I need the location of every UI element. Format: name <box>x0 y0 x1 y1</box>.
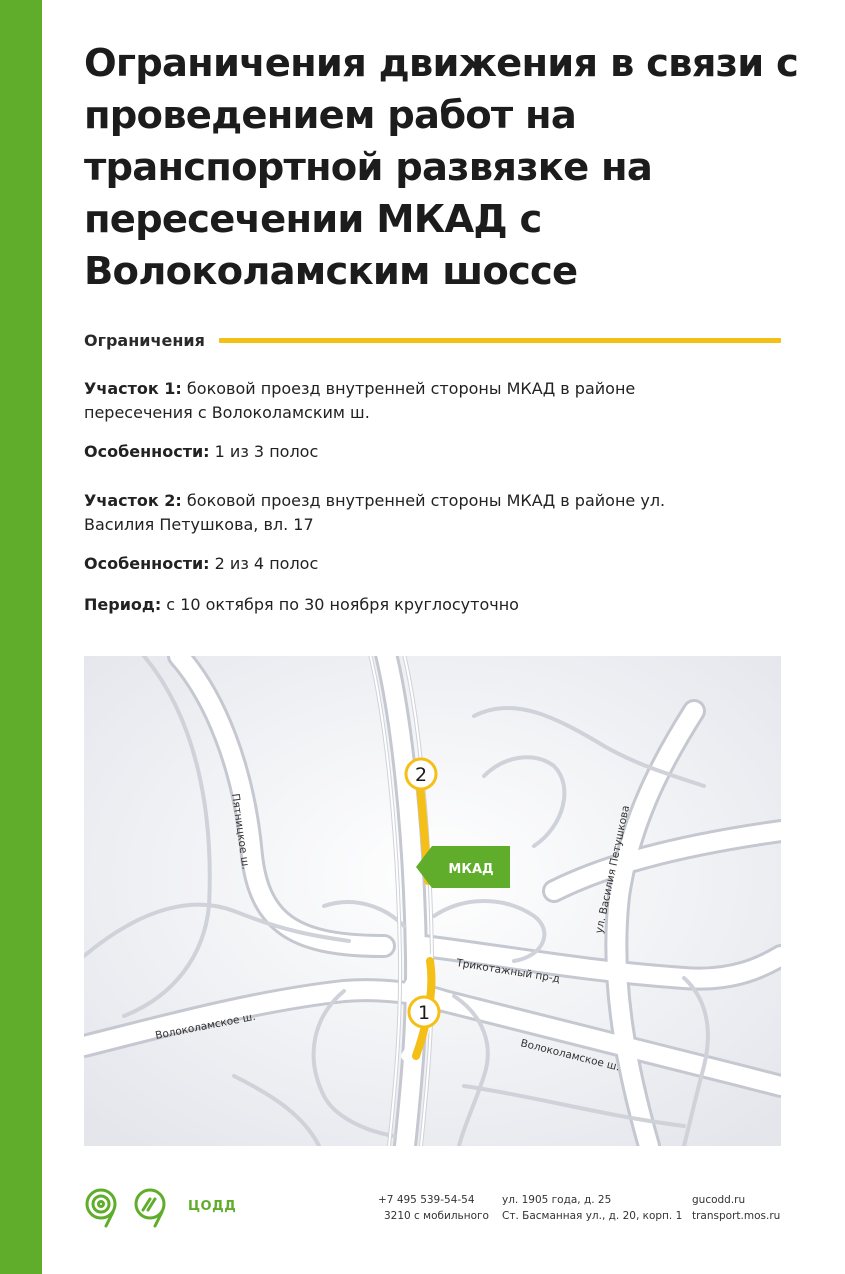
page-title: Ограничения движения в связи с проведением работ на транспортной развязке на пересечении МКАД с Волоколамским шоссе <box>84 41 799 294</box>
marker-1-label: 1 <box>417 1002 431 1024</box>
cotdd-logo-icon <box>84 1188 176 1228</box>
section-divider-line <box>219 338 781 343</box>
features-1-label: Особенности: <box>84 442 210 461</box>
features-2-text: 2 из 4 полос <box>209 554 319 573</box>
map-svg <box>84 656 781 1146</box>
street-trikotazhny: Трикотажный пр-д <box>455 957 561 986</box>
marker-1[interactable] <box>409 997 439 1027</box>
street-volokolamskoe-left: Волоколамское ш. <box>154 1010 257 1042</box>
mkad-label: МКАД <box>448 862 494 877</box>
features-1-paragraph <box>84 440 724 464</box>
features-2-label: Особенности: <box>84 554 210 573</box>
period-label: Период: <box>84 595 162 614</box>
map[interactable] <box>84 656 781 1146</box>
address-2: Ст. Басманная ул., д. 20, корп. 1 <box>502 1210 683 1222</box>
site-2[interactable]: transport.mos.ru <box>692 1210 781 1222</box>
street-pyatnitskoe: Пятницкое ш. <box>229 792 252 871</box>
section-1-paragraph <box>84 377 724 425</box>
street-volokolamskoe-right: Волоколамское ш. <box>519 1037 622 1074</box>
period-text: с 10 октября по 30 ноября круглосуточно <box>161 595 519 614</box>
logo-text: ЦОДД <box>188 1199 237 1214</box>
section-2-label: Участок 2: <box>84 491 182 510</box>
phone-2: 3210 с мобильного <box>384 1210 489 1222</box>
street-petushkova: ул. Василия Петушкова <box>593 804 633 935</box>
green-side-bar <box>0 0 42 1274</box>
features-2-paragraph <box>84 552 724 576</box>
section-2-paragraph <box>84 489 724 537</box>
mkad-sign <box>416 846 510 888</box>
footer <box>84 1188 781 1238</box>
features-1-text: 1 из 3 полос <box>209 442 319 461</box>
section-label: Ограничения <box>84 330 205 350</box>
site-1[interactable]: gucodd.ru <box>692 1194 746 1206</box>
section-1-label: Участок 1: <box>84 379 182 398</box>
period-paragraph <box>84 593 724 617</box>
marker-2-label: 2 <box>414 764 428 786</box>
section-2-text: боковой проезд внутренней стороны МКАД в районе ул. Василия Петушкова, вл. 17 <box>84 491 666 534</box>
section-header <box>84 327 781 353</box>
section-1-text: боковой проезд внутренней стороны МКАД в районе пересечения с Волоколамским ш. <box>84 379 636 422</box>
phone-1: +7 495 539-54-54 <box>378 1194 475 1206</box>
address-1: ул. 1905 года, д. 25 <box>502 1194 612 1206</box>
marker-2[interactable] <box>406 759 436 789</box>
